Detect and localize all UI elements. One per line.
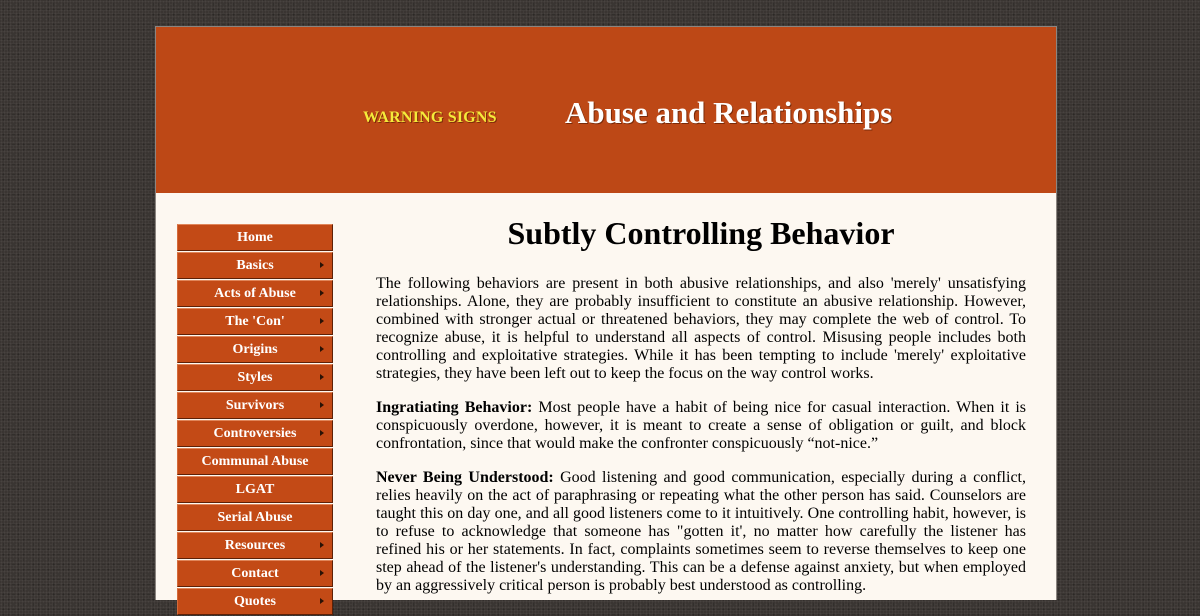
chevron-right-icon — [320, 598, 324, 604]
sidebar-item-label: Quotes — [234, 594, 276, 609]
section-never-being-understood — [376, 469, 1026, 595]
sidebar-item-label: Home — [237, 230, 273, 245]
page-container — [155, 26, 1057, 609]
chevron-right-icon — [320, 542, 324, 548]
sidebar-item-styles[interactable] — [177, 364, 333, 391]
sidebar-item-controversies[interactable] — [177, 420, 333, 447]
page-title: Subtly Controlling Behavior — [507, 215, 895, 251]
section-text: Most people have a habit of being nice for casual interaction. When it is conspicuously overdone, however, it is meant to create a sense of obligation or guilt, and block confrontation, since that would make the confronter conspicuously “not-nice.” — [376, 399, 1027, 452]
chevron-right-icon — [320, 318, 324, 324]
sidebar-nav — [177, 224, 333, 616]
sidebar-item-resources[interactable] — [177, 532, 333, 559]
sidebar-item-basics[interactable] — [177, 252, 333, 279]
sidebar-item-origins[interactable] — [177, 336, 333, 363]
sidebar-item-label: Acts of Abuse — [214, 286, 296, 301]
sidebar-item-acts-of-abuse[interactable] — [177, 280, 333, 307]
chevron-right-icon — [320, 374, 324, 380]
sidebar-item-contact[interactable] — [177, 560, 333, 587]
sidebar-item-label: Serial Abuse — [217, 510, 293, 525]
sidebar-item-serial-abuse[interactable] — [177, 504, 333, 531]
article — [376, 213, 1026, 611]
sidebar-item-label: Origins — [232, 342, 278, 357]
sidebar-item-survivors[interactable] — [177, 392, 333, 419]
sidebar-item-label: Controversies — [213, 426, 297, 441]
sidebar-item-quotes[interactable] — [177, 588, 333, 615]
warning-signs-link[interactable]: WARNING SIGNS — [363, 109, 497, 126]
section-heading: Never Being Understood: — [376, 469, 554, 486]
sidebar-item-label: The 'Con' — [225, 314, 285, 329]
site-banner — [156, 27, 1056, 193]
sidebar-item-label: Basics — [236, 258, 274, 273]
section-text: Good listening and good communication, especially during a conflict, relies heavily on the act of paraphrasing or repeating what the other person has said. Counselors are taught this on day one, and all good listeners come to it intuitively. One controlling habit, however, is to refuse to acknowledge that someone has "gotten it', no matter how carefully the listener has refined his or her statements. In fact, complaints sometimes seem to reverse themselves to keep one step ahead of the listener's understanding. This can be a defense against anxiety, but when employed by an aggressively critical person is probably best understood as controlling. — [376, 469, 1026, 594]
section-heading: Ingratiating Behavior: — [376, 399, 533, 416]
sidebar-item-label: Survivors — [225, 398, 285, 413]
intro-paragraph: The following behaviors are present in both abusive relationships, and also 'merely' unsatisfying relationships. Alone, they are probably insufficient to constitute an abusive relationship. However, combined with stronger actual or threatened behaviors, they may complete the web of control. To recognize abuse, it is helpful to understand all aspects of control. Misusing people includes both controlling and exploitative strategies. While it has been tempting to include 'merely' exploitative strategies, they have been left out to keep the focus on the way control works. — [376, 275, 1026, 382]
chevron-right-icon — [320, 430, 324, 436]
chevron-right-icon — [320, 262, 324, 268]
sidebar-item-label: Communal Abuse — [201, 454, 309, 469]
chevron-right-icon — [320, 346, 324, 352]
chevron-right-icon — [320, 402, 324, 408]
site-title[interactable]: Abuse and Relationships — [565, 95, 893, 130]
chevron-right-icon — [320, 290, 324, 296]
sidebar-item-home[interactable] — [177, 224, 333, 251]
sidebar-item-lgat[interactable] — [177, 476, 333, 503]
chevron-right-icon — [320, 570, 324, 576]
sidebar-item-communal-abuse[interactable] — [177, 448, 333, 475]
sidebar-item-label: Contact — [231, 566, 279, 581]
sidebar-item-label: Resources — [224, 538, 286, 553]
section-ingratiating-behavior — [376, 399, 1026, 453]
sidebar-item-label: Styles — [237, 370, 273, 385]
sidebar-item-the-con[interactable] — [177, 308, 333, 335]
sidebar-item-label: LGAT — [235, 482, 275, 497]
